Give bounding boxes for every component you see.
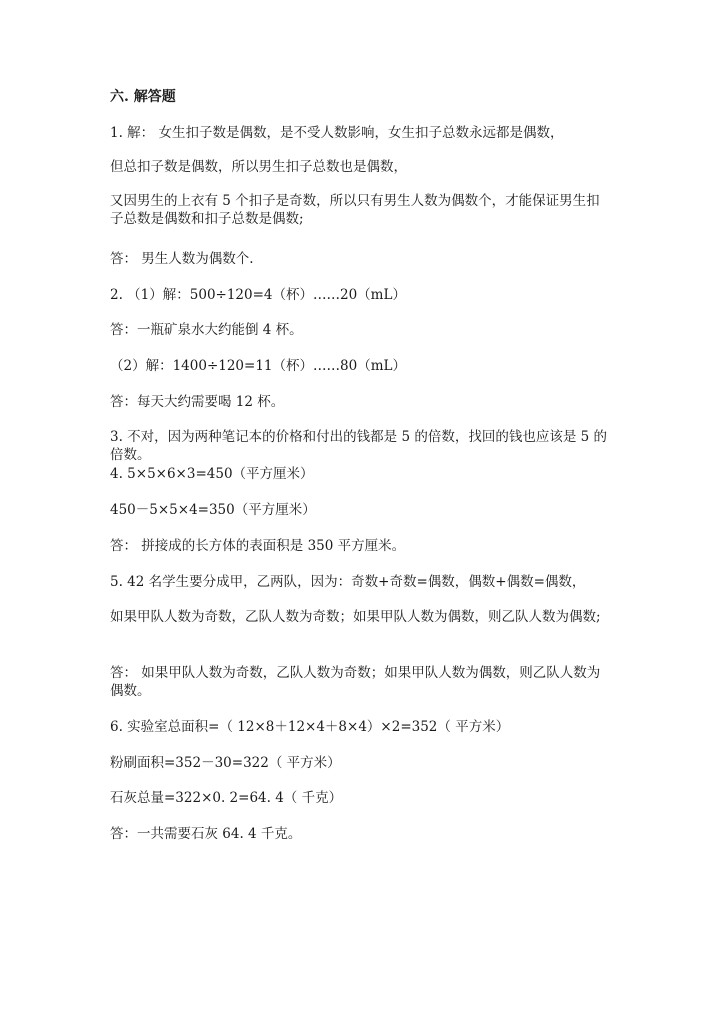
- answer-2-part-1: 2. （1）解：500÷120=4（杯）……20（mL）: [110, 287, 406, 303]
- answer-5-conclusion: 答： 如果甲队人数为奇数，乙队人数为奇数；如果甲队人数为偶数，则乙队人数为偶数。: [110, 665, 601, 699]
- answer-5-line-2: 如果甲队人数为奇数，乙队人数为奇数；如果甲队人数为偶数，则乙队人数为偶数;: [110, 609, 601, 625]
- answer-3: 3. 不对，因为两种笔记本的价格和付出的钱都是 5 的倍数，找回的钱也应该是 5 的倍数。: [110, 429, 608, 463]
- answer-2-part-2-conclusion: 答：每天大约需要喝 12 杯。: [110, 394, 285, 410]
- answer-1-line-2: 但总扣子数是偶数，所以男生扣子总数也是偶数，: [110, 159, 407, 175]
- answer-2-part-2: （2）解：1400÷120=11（杯）……80（mL）: [110, 358, 406, 374]
- answer-4-conclusion: 答： 拼接成的长方体的表面积是 350 平方厘米。: [110, 538, 406, 554]
- answer-6-line-2: 粉刷面积=352－30=322（ 平方米）: [110, 755, 341, 771]
- section-title: 六. 解答题: [110, 89, 176, 105]
- answer-6-line-1: 6. 实验室总面积=（ 12×8＋12×4＋8×4）×2=352（ 平方米）: [110, 719, 510, 735]
- answer-1-line-3: 又因男生的上衣有 5 个扣子是奇数，所以只有男生人数为偶数个，才能保证男生扣子总数是偶数和扣子总数是偶数;: [110, 193, 600, 227]
- answer-6-line-3: 石灰总量=322×0. 2=64. 4（ 千克）: [110, 790, 343, 806]
- answer-1-line-1: 1. 解： 女生扣子数是偶数，是不受人数影响，女生扣子总数永远都是偶数，: [110, 125, 564, 141]
- answer-1-conclusion: 答： 男生人数为偶数个.: [110, 251, 254, 267]
- answer-4-line-2: 450－5×5×4=350（平方厘米）: [110, 502, 316, 518]
- answer-6-conclusion: 答：一共需要石灰 64. 4 千克。: [110, 826, 302, 842]
- answer-2-part-1-conclusion: 答：一瓶矿泉水大约能倒 4 杯。: [110, 322, 303, 338]
- answer-4-line-1: 4. 5×5×6×3=450（平方厘米）: [110, 466, 314, 482]
- answer-5-line-1: 5. 42 名学生要分成甲，乙两队，因为：奇数+奇数=偶数，偶数+偶数=偶数，: [110, 574, 586, 590]
